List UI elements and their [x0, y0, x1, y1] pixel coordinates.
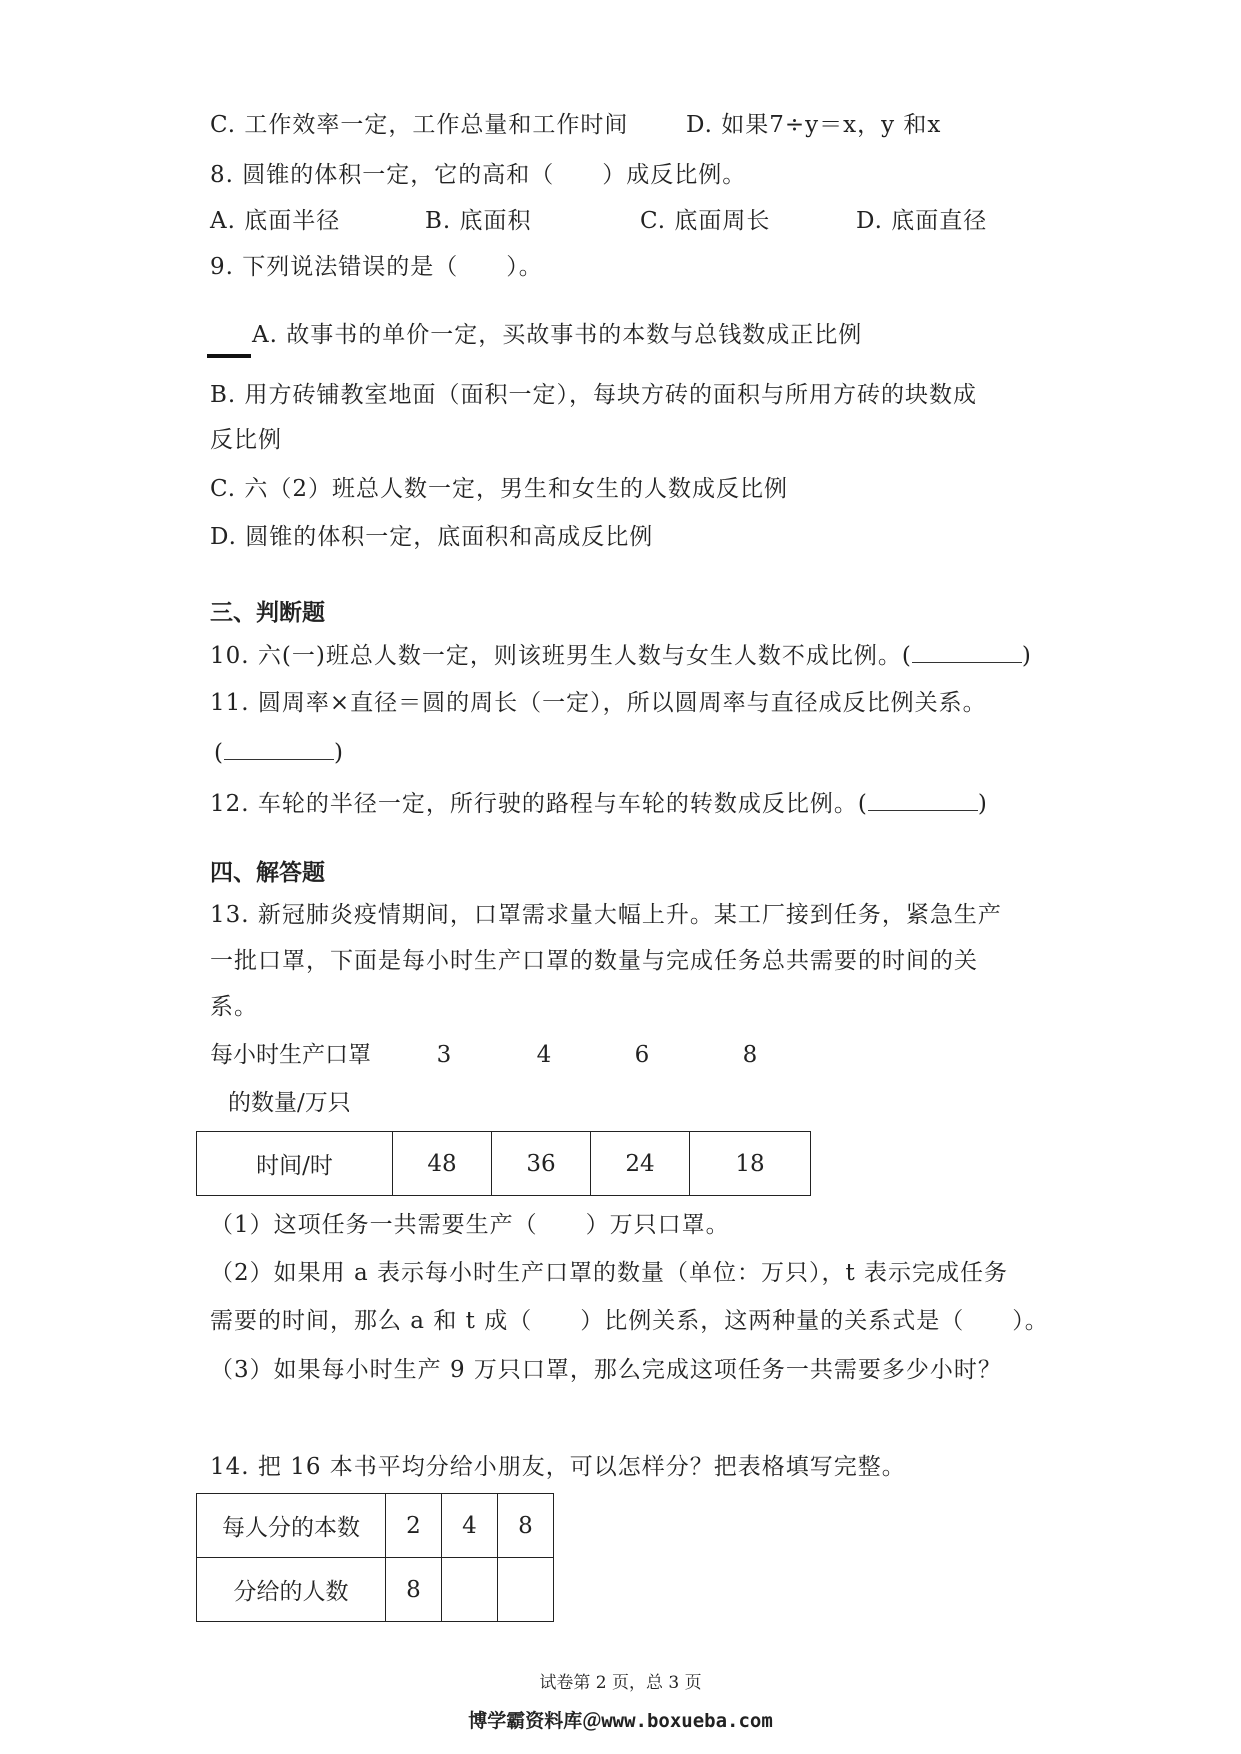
table14-cell: 2 [386, 1494, 442, 1558]
option-8c: C. 底面周长 [640, 208, 771, 234]
question-13-part-3: （3）如果每小时生产 9 万只口罩，那么完成这项任务一共需要多少小时？ [210, 1357, 1002, 1383]
question-13-part-2: （2）如果用 a 表示每小时生产口罩的数量（单位：万只），t 表示完成任务 [210, 1260, 1009, 1286]
table13-cell: 36 [492, 1132, 591, 1196]
table14 [196, 1493, 554, 1622]
option-7d: D. 如果7÷y＝x，y 和x [686, 112, 942, 138]
option-7c: C. 工作效率一定，工作总量和工作时间 [210, 112, 629, 138]
option-9c: C. 六（2）班总人数一定，男生和女生的人数成反比例 [210, 476, 789, 502]
question-14: 14. 把 16 本书平均分给小朋友，可以怎样分？把表格填写完整。 [210, 1454, 906, 1480]
option-9a: A. 故事书的单价一定，买故事书的本数与总钱数成正比例 [252, 322, 863, 348]
question-12-text: 12. 车轮的半径一定，所行驶的路程与车轮的转数成反比例。 [210, 791, 858, 817]
question-13-part-1: （1）这项任务一共需要生产（ ）万只口罩。 [210, 1212, 730, 1238]
paren-open: ( [857, 791, 868, 817]
question-8: 8. 圆锥的体积一定，它的高和（ ）成反比例。 [210, 162, 747, 188]
question-13-part-2-cont: 需要的时间，那么 a 和 t 成（ ）比例关系，这两种量的关系式是（ ）。 [210, 1308, 1049, 1334]
option-8d: D. 底面直径 [856, 208, 988, 234]
table13-header-value: 4 [536, 1042, 552, 1068]
answer-mark [207, 354, 251, 358]
option-9d: D. 圆锥的体积一定，底面积和高成反比例 [210, 524, 654, 550]
table14-cell[interactable] [442, 1558, 498, 1622]
paren-close: ) [333, 740, 344, 766]
question-12 [210, 788, 988, 819]
answer-blank-12[interactable] [868, 788, 978, 811]
question-9: 9. 下列说法错误的是（ ）。 [210, 254, 543, 280]
paren-open: ( [901, 643, 912, 669]
question-13: 13. 新冠肺炎疫情期间，口罩需求量大幅上升。某工厂接到任务，紧急生产 [210, 902, 1002, 928]
table14-cell: 8 [386, 1558, 442, 1622]
table13-header-label-1: 每小时生产口罩 [210, 1042, 371, 1068]
table13-header-value: 8 [742, 1042, 758, 1068]
table14-cell: 8 [498, 1494, 554, 1558]
table14-row-label: 每人分的本数 [197, 1494, 386, 1558]
page-footer: 试卷第 2 页，总 3 页 [539, 1673, 702, 1693]
question-11: 11. 圆周率×直径＝圆的周长（一定），所以圆周率与直径成反比例关系。 [210, 690, 987, 716]
table13 [196, 1131, 811, 1196]
question-13-cont-2: 系。 [210, 994, 258, 1020]
section-heading-judgement: 三、判断题 [210, 600, 325, 626]
table-row [197, 1558, 554, 1622]
option-8b: B. 底面积 [425, 208, 532, 234]
table-row [197, 1132, 811, 1196]
table14-cell[interactable] [498, 1558, 554, 1622]
table13-header-label-2: 的数量/万只 [228, 1090, 351, 1116]
paren-open: ( [214, 740, 224, 766]
source-watermark: 博学霸资料库＠www.boxueba.com [468, 1710, 773, 1732]
table13-header-value: 3 [436, 1042, 452, 1068]
answer-blank-11[interactable] [224, 737, 334, 760]
paren-close: ) [1021, 643, 1032, 669]
answer-blank-10[interactable] [912, 640, 1022, 663]
option-9b: B. 用方砖铺教室地面（面积一定），每块方砖的面积与所用方砖的块数成 [210, 382, 978, 408]
table13-cell: 24 [591, 1132, 690, 1196]
question-13-cont-1: 一批口罩，下面是每小时生产口罩的数量与完成任务总共需要的时间的关 [210, 948, 978, 974]
option-8a: A. 底面半径 [210, 208, 341, 234]
option-9b-cont: 反比例 [210, 427, 282, 453]
table13-cell: 48 [393, 1132, 492, 1196]
table-row [197, 1494, 554, 1558]
question-10 [210, 640, 1032, 671]
table13-header-value: 6 [634, 1042, 650, 1068]
paren-close: ) [977, 791, 988, 817]
section-heading-answers: 四、解答题 [210, 860, 325, 886]
table14-cell: 4 [442, 1494, 498, 1558]
question-10-text: 10. 六(一)班总人数一定，则该班男生人数与女生人数不成比例。 [210, 643, 902, 669]
table13-cell: 18 [690, 1132, 811, 1196]
question-11-answer [214, 737, 344, 768]
table13-row-label: 时间/时 [197, 1132, 393, 1196]
table14-row-label: 分给的人数 [197, 1558, 386, 1622]
